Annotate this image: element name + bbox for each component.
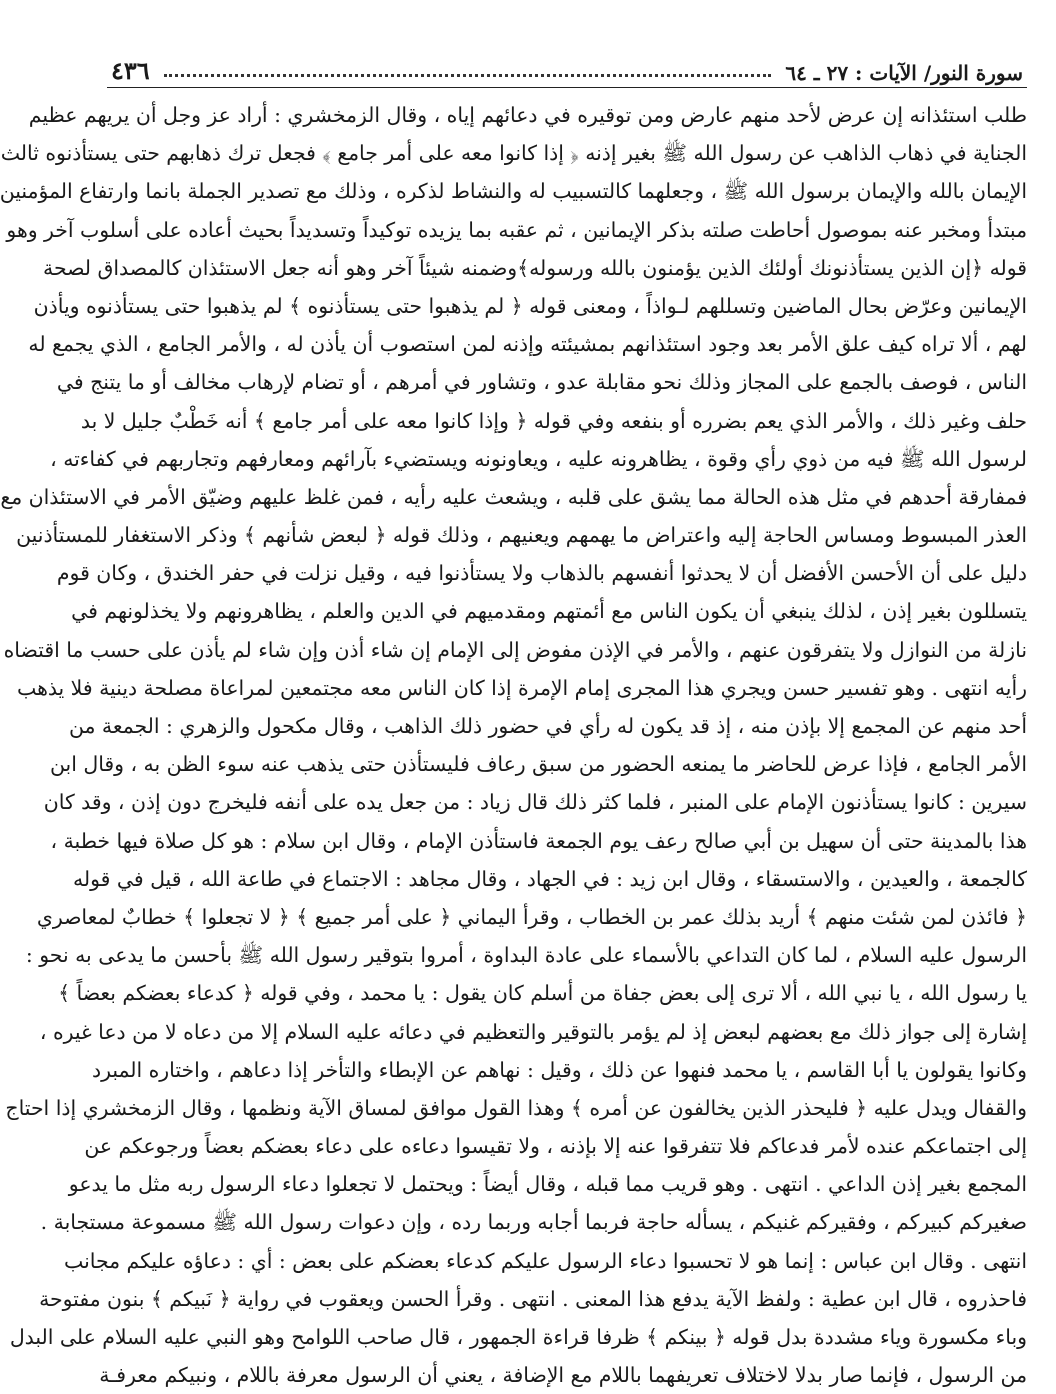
page-number: ٤٣٦ bbox=[111, 56, 150, 85]
text-line: وباء مكسورة وياء مشددة بدل قوله ﴿ بينكم ﴾ ظرفا قراءة الجمهور ، قال صاحب اللوامح وهو النبي عليه السلام على البدل bbox=[9, 1325, 1027, 1349]
running-title: سورة النور/ الآيات : ٢٧ ـ ٦٤ bbox=[785, 61, 1023, 85]
text-line: يتسللون بغير إذن ، لذلك ينبغي أن يكون الناس مع أئمتهم ومقدميهم في الدين والعلم ، يظاهرونهم ولا يخذلونهم في bbox=[71, 599, 1027, 624]
text-line: فاحذروه ، قال ابن عطية : ولفظ الآية يدفع هذا المعنى . انتهى . وقرأ الحسن ويعقوب في رواية ﴿ نَبيكم ﴾ بنون مفتوحة bbox=[39, 1286, 1027, 1311]
text-line: العذر المبسوط ومساس الحاجة إليه واعتراض ما يهمهم ويعنيهم ، وذلك قوله ﴿ لبعض شأنهم ﴾ وذكر الاستغفار للمستأذنين bbox=[16, 523, 1027, 548]
text-line: رأيه انتهى . وهو تفسير حسن ويجري هذا المجرى إمام الإمرة إذا كان الناس معه مجتمعين لمراعاة مصلحة دينية فلا يذهب bbox=[17, 675, 1027, 700]
text-line: يا رسول الله ، يا نبي الله ، ألا ترى إلى بعض جفاة من أسلم كان يقول : يا محمد ، وفي قوله ﴿ كدعاء بعضكم بعضاً ﴾ bbox=[58, 981, 1027, 1006]
text-line: قوله ﴿إن الذين يستأذنونك أولئك الذين يؤمنون بالله ورسوله﴾وضمنه شيئاً آخر وهو أنه جعل الاستئذان كالمصداق لصحة bbox=[43, 255, 1027, 280]
text-line: كالجمعة ، والعيدين ، والاستسقاء ، وقال ابن زيد : في الجهاد ، وقال مجاهد : الاجتماع في طاعة الله ، قيل في قوله bbox=[72, 866, 1027, 891]
text-line: الجناية في ذهاب الذاهب عن رسول الله ﷺ بغير إذنه ﴿ إذا كانوا معه على أمر جامع ﴾ فجعل ترك ذهابهم حتى يستأذنوه ثالث bbox=[0, 141, 1027, 166]
text-line: الإيمان بالله والإيمان برسول الله ﷺ ، وجعلهما كالتسبيب له والنشاط لذكره ، وذلك مع تصدير الجملة بانما وارتفاع المؤمنين bbox=[0, 179, 1027, 204]
header-dotted-leader bbox=[164, 74, 772, 77]
text-line: مبتدأ ومخبر عنه بموصول أحاطت صلته بذكر الإيمانين ، ثم عقبه بما يزيده توكيداً وتسديداً بحيث أعاده على أسلوب آخر وهو bbox=[6, 217, 1027, 242]
text-line: انتهى . وقال ابن عباس : إنما هو لا تحسبوا دعاء الرسول عليكم كدعاء بعضكم على بعض : أي : دعاؤه عليكم مجانب bbox=[64, 1248, 1027, 1273]
text-line: المجمع بغير إذن الداعي . انتهى . وهو قريب مما قبله ، وقال أيضاً : ويحتمل لا تجعلوا دعاء الرسول ربه مثل ما يدعو bbox=[68, 1172, 1027, 1197]
text-line: ﴿ فائذن لمن شئت منهم ﴾ أريد بذلك عمر بن الخطاب ، وقرأ اليماني ﴿ على أمر جميع ﴾ ﴿ لا تجعلوا ﴾ خطابٌ لمعاصري bbox=[36, 904, 1027, 929]
text-line: إلى اجتماعكم عنده لأمر فدعاكم فلا تتفرقوا عنه إلا بإذنه ، ولا تقيسوا دعاءه على دعاء بعضكم بعضاً ورجوعكم عن bbox=[84, 1134, 1027, 1159]
text-line: طلب استئذانه إن عرض لأحد منهم عارض ومن توقيره في دعائهم إياه ، وقال الزمخشري : أراد عز وجل أن يريهم عظيم bbox=[28, 103, 1027, 127]
body-text bbox=[0, 96, 1027, 1394]
text-line: وكانوا يقولون يا أبا القاسم ، يا محمد فنهوا عن ذلك ، وقيل : نهاهم عن الإبطاء والتأخر إذا دعاهم ، واختاره المبرد bbox=[91, 1057, 1027, 1082]
text-line: الناس ، فوصف بالجمع على المجاز وذلك نحو مقابلة عدو ، وتشاور في أمرهم ، أو تضام لإرهاب مخالف أو ما يتنج في bbox=[56, 370, 1027, 395]
text-line: دليل على أن الأحسن الأفضل أن لا يحدثوا أنفسهم بالذهاب ولا يستأذنوا فيه ، وقيل نزلت في حفر الخندق ، وكان قوم bbox=[56, 561, 1027, 586]
text-line: والقفال ويدل عليه ﴿ فليحذر الذين يخالفون عن أمره ﴾ وهذا القول موافق لمساق الآية ونظمها ، وقال الزمخشري إذا احتاج bbox=[5, 1095, 1027, 1120]
text-line: الأمر الجامع ، فإذا عرض للحاضر ما يمنعه الحضور من سبق رعاف فليستأذن حتى يذهب عنه سوء الظن به ، وقال ابن bbox=[50, 752, 1027, 777]
text-line: سيرين : كانوا يستأذنون الإمام على المنبر ، فلما كثر ذلك قال زياد : من جعل يده على أنفه فليخرج دون إذن ، وقد كان bbox=[43, 790, 1027, 815]
page-header bbox=[107, 52, 1027, 88]
text-line: حلف وغير ذلك ، والأمر الذي يعم بضرره أو بنفعه وفي قوله ﴿ وإذا كانوا معه على أمر جامع ﴾ أنه خَطْبٌ جليل لا بد bbox=[80, 408, 1027, 433]
text-line: إشارة إلى جواز ذلك مع بعضهم لبعض إذ لم يؤمر بالتوقير والتعظيم في دعائه عليه السلام إلا من دعاه لا من دعا غيره ، bbox=[39, 1019, 1027, 1044]
text-line: فمفارقة أحدهم في مثل هذه الحالة مما يشق على قلبه ، ويشعث عليه رأيه ، فمن غلظ عليهم وضيّق الأمر في الاستئذان مع bbox=[0, 484, 1027, 509]
text-line: الرسول عليه السلام ، لما كان التداعي بالأسماء على عادة البداوة ، أمروا بتوقير رسول الله ﷺ بأحسن ما يدعى به نحو : bbox=[25, 943, 1027, 968]
text-line: نازلة من النوازل ولا يتفرقون عنهم ، والأمر في الإذن مفوض إلى الإمام إن شاء أذن وإن شاء لم يأذن على حسب ما اقتضاه bbox=[3, 637, 1027, 662]
text-line: لرسول الله ﷺ فيه من ذوي رأي وقوة ، يظاهرونه عليه ، ويعاونونه ويستضيء بآرائهم ومعارفهم وتجاربهم في كفاءته ، bbox=[50, 446, 1027, 471]
page bbox=[0, 52, 1027, 1388]
text-line: أحد منهم عن المجمع إلا بإذن منه ، إذ قد يكون له رأي في حضور ذلك الذاهب ، وقال مكحول والزهري : الجمعة من bbox=[69, 714, 1027, 738]
text-line: هذا بالمدينة حتى أن سهيل بن أبي صالح رعف يوم الجمعة فاستأذن الإمام ، وقال ابن سلام : هو كل صلاة فيها خطبة ، bbox=[50, 828, 1027, 853]
text-line: من الرسول ، فإنما صار بدلا لاختلاف تعريفهما باللام مع الإضافة ، يعني أن الرسول معرفة باللام ، ونبيكم معرفـة bbox=[99, 1363, 1027, 1388]
text-line: الإيمانين وعرّض بحال الماضين وتسللهم لـواذاً ، ومعنى قوله ﴿ لم يذهبوا حتى يستأذنوه ﴾ لم يذهبوا حتى يستأذنوه ويأذن bbox=[33, 293, 1027, 318]
text-line: لهم ، ألا تراه كيف علق الأمر بعد وجود استئذانهم بمشيئته وإذنه لمن استصوب أن يأذن له ، والأمر الجامع ، الذي يجمع له bbox=[28, 332, 1027, 357]
text-line: صغيركم كبيركم ، وفقيركم غنيكم ، يسأله حاجة فربما أجابه وربما رده ، وإن دعوات رسول الله ﷺ مسموعة مستجابة . bbox=[40, 1210, 1027, 1235]
